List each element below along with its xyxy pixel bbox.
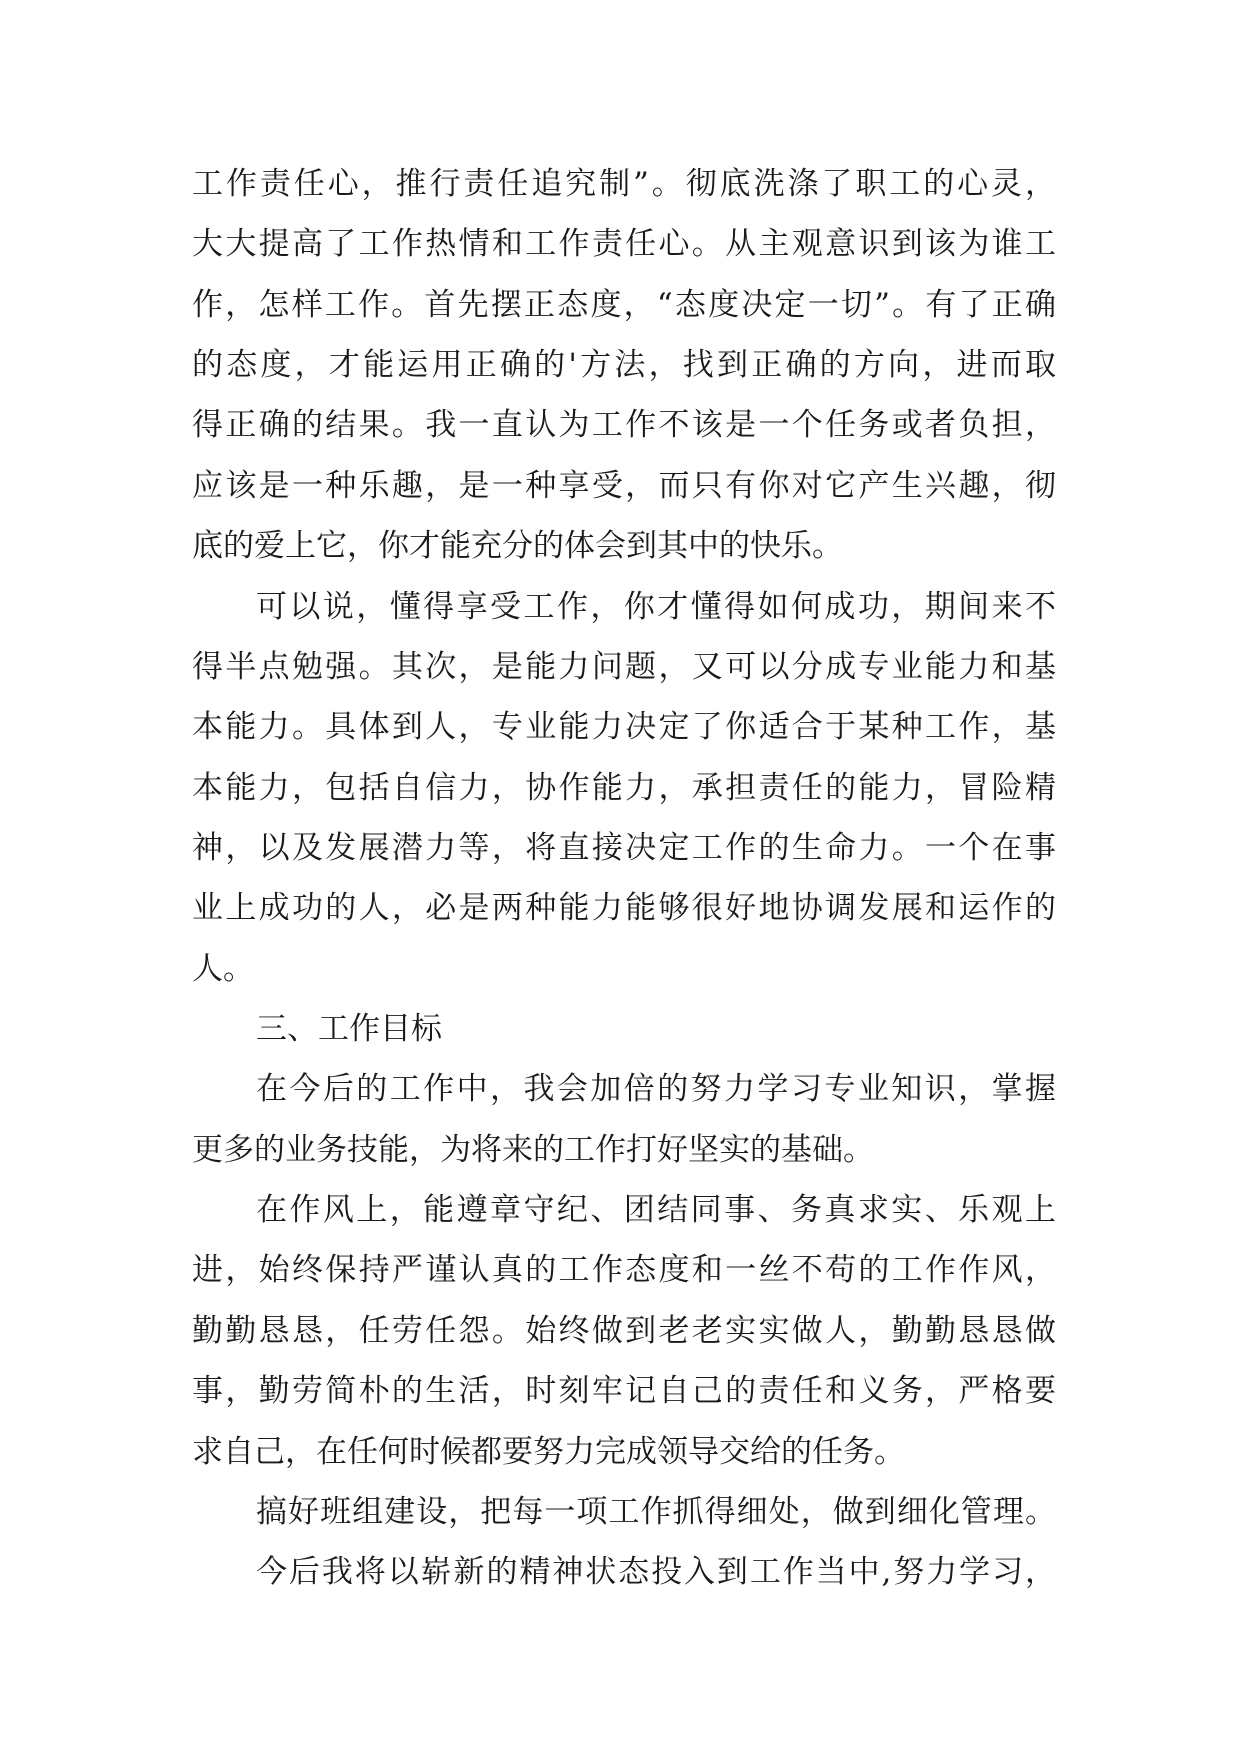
text-line: 神，以及发展潜力等，将直接决定工作的生命力。一个在事 bbox=[192, 829, 1056, 866]
paragraph bbox=[192, 154, 1056, 577]
text-line: 得半点勉强。其次，是能力问题，又可以分成专业能力和基 bbox=[192, 648, 1056, 685]
paragraph bbox=[192, 1482, 1056, 1542]
text-line: 在作风上，能遵章守纪、团结同事、务真求实、乐观上 bbox=[256, 1192, 1056, 1229]
text-line: 可以说，懂得享受工作，你才懂得如何成功，期间来不 bbox=[256, 588, 1056, 625]
text-line: 更多的业务技能，为将来的工作打好坚实的基础。 bbox=[192, 1131, 874, 1168]
text-line: 今后我将以崭新的精神状态投入到工作当中,努力学习， bbox=[256, 1554, 1056, 1591]
text-line: 搞好班组建设，把每一项工作抓得细处，做到细化管理。 bbox=[256, 1493, 1056, 1530]
text-line: 进，始终保持严谨认真的工作态度和一丝不苟的工作作风， bbox=[192, 1252, 1056, 1289]
text-line: 业上成功的人，必是两种能力能够很好地协调发展和运作的 bbox=[192, 890, 1056, 927]
text-line: 事，勤劳简朴的生活，时刻牢记自己的责任和义务，严格要 bbox=[192, 1373, 1056, 1410]
text-line: 工作责任心，推行责任追究制”。彻底洗涤了职工的心灵， bbox=[192, 166, 1056, 202]
text-line: 作，怎样工作。首先摆正态度，“态度决定一切”。有了正确 bbox=[192, 286, 1056, 323]
text-line: 得正确的结果。我一直认为工作不该是一个任务或者负担， bbox=[192, 407, 1056, 444]
text-line: 本能力。具体到人，专业能力决定了你适合于某种工作，基 bbox=[192, 709, 1056, 746]
text-line: 人。 bbox=[192, 950, 254, 987]
text-line: 求自己，在任何时候都要努力完成领导交给的任务。 bbox=[192, 1433, 905, 1470]
text-line: 在今后的工作中，我会加倍的努力学习专业知识，掌握 bbox=[256, 1071, 1056, 1108]
text-line: 大大提高了工作热情和工作责任心。从主观意识到该为谁工 bbox=[192, 226, 1056, 263]
text-line: 应该是一种乐趣，是一种享受，而只有你对它产生兴趣，彻 bbox=[192, 467, 1056, 504]
text-line: 勤勤恳恳，任劳任怨。始终做到老老实实做人，勤勤恳恳做 bbox=[192, 1312, 1056, 1349]
paragraph bbox=[192, 1059, 1056, 1180]
section-heading bbox=[192, 999, 1056, 1059]
paragraph bbox=[192, 1542, 1056, 1602]
paragraph bbox=[192, 577, 1056, 1000]
text-line: 的态度，才能运用正确的'方法，找到正确的方向，进而取 bbox=[192, 347, 1056, 384]
text-line: 底的爱上它，你才能充分的体会到其中的快乐。 bbox=[192, 528, 843, 565]
section-heading-text: 三、工作目标 bbox=[256, 1011, 442, 1048]
text-line: 本能力，包括自信力，协作能力，承担责任的能力，冒险精 bbox=[192, 769, 1056, 806]
paragraph bbox=[192, 1180, 1056, 1482]
document-body bbox=[192, 154, 1056, 1603]
